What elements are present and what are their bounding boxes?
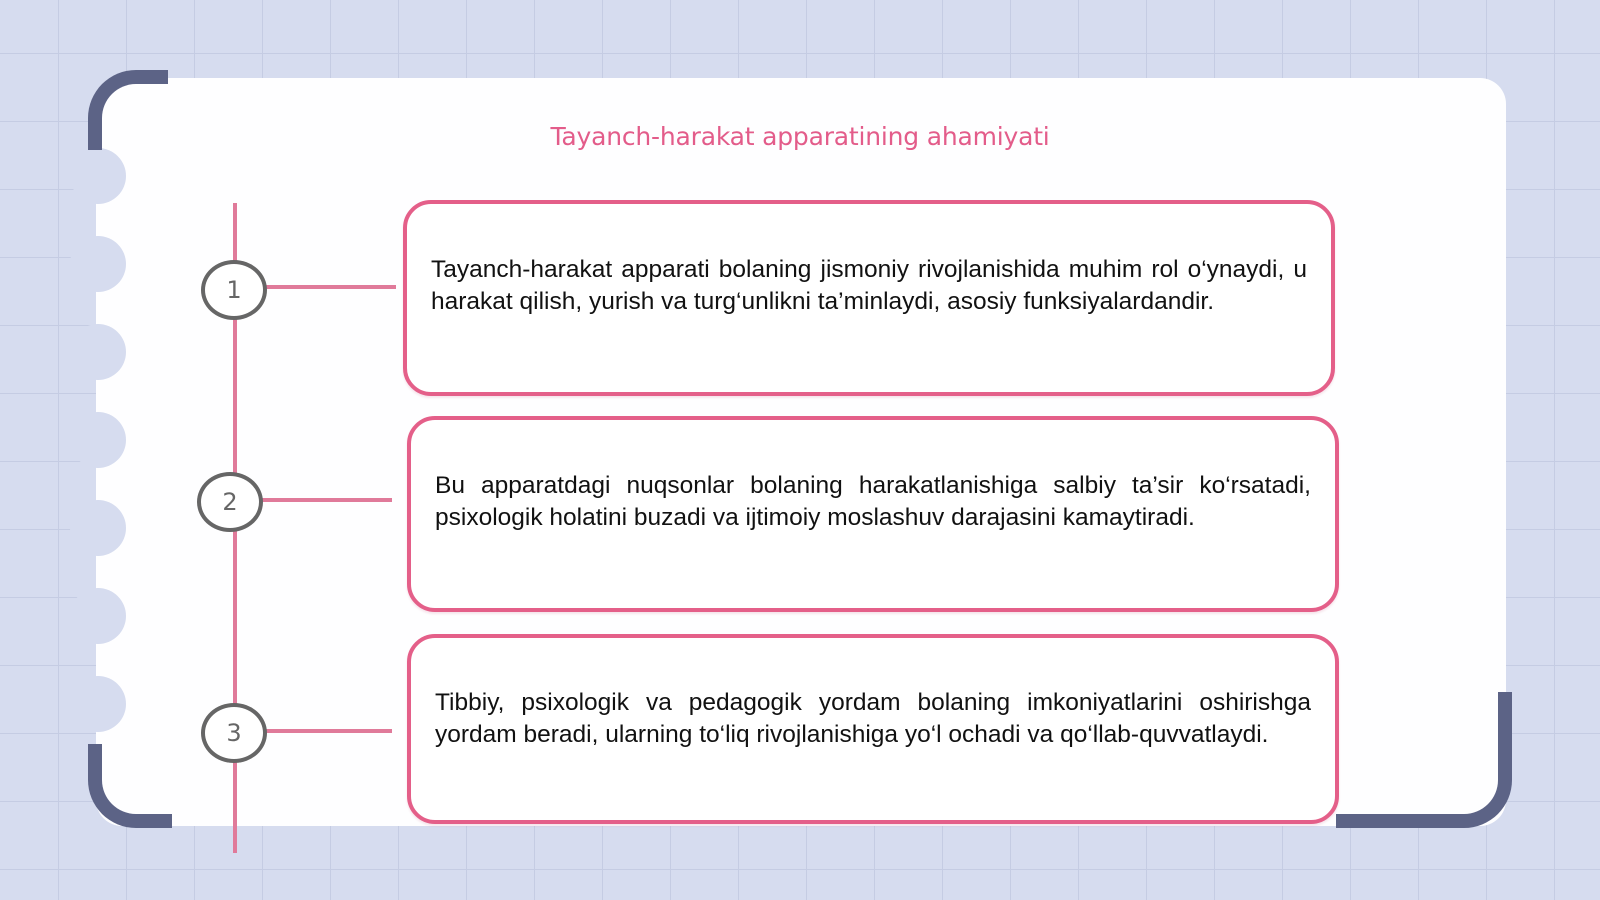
- card-edge-scallop: [70, 236, 126, 292]
- step-number-3: 3: [201, 703, 267, 763]
- card-edge-scallop: [70, 676, 126, 732]
- timeline-connector-2: [262, 498, 392, 502]
- content-box-2: [407, 416, 1339, 612]
- content-text-3: Tibbiy, psixologik va pedagogik yordam bolaning imkoniyatlarini oshirishga yordam beradi, ularning to‘liq rivojlanishiga yo‘l ochadi va qo‘llab-quvvatlaydi.: [435, 689, 1311, 748]
- content-text-2: Bu apparatdagi nuqsonlar bolaning harakatlanishiga salbiy ta’sir ko‘rsatadi, psixologik holatini buzadi va ijtimoiy moslashuv darajasini kamaytiradi.: [435, 472, 1311, 531]
- card-edge-scallop: [70, 500, 126, 556]
- step-number-1: 1: [201, 260, 267, 320]
- content-box-3: [407, 634, 1339, 824]
- frame-corner-bottom-right: [1336, 692, 1512, 828]
- slide-title: Tayanch-harakat apparatining ahamiyati: [550, 122, 1050, 151]
- content-box-1: [403, 200, 1335, 396]
- card-edge-scallop: [70, 148, 126, 204]
- card-edge-scallop: [70, 412, 126, 468]
- timeline-connector-3: [266, 729, 392, 733]
- card-edge-scallop: [70, 588, 126, 644]
- card-edge-scallop: [70, 324, 126, 380]
- step-number-2: 2: [197, 472, 263, 532]
- timeline-connector-1: [266, 285, 396, 289]
- content-text-1: Tayanch-harakat apparati bolaning jismoniy rivojlanishida muhim rol o‘ynaydi, u harakat qilish, yurish va turg‘unlikni ta’minlaydi, asosiy funksiyalardandir.: [431, 256, 1307, 315]
